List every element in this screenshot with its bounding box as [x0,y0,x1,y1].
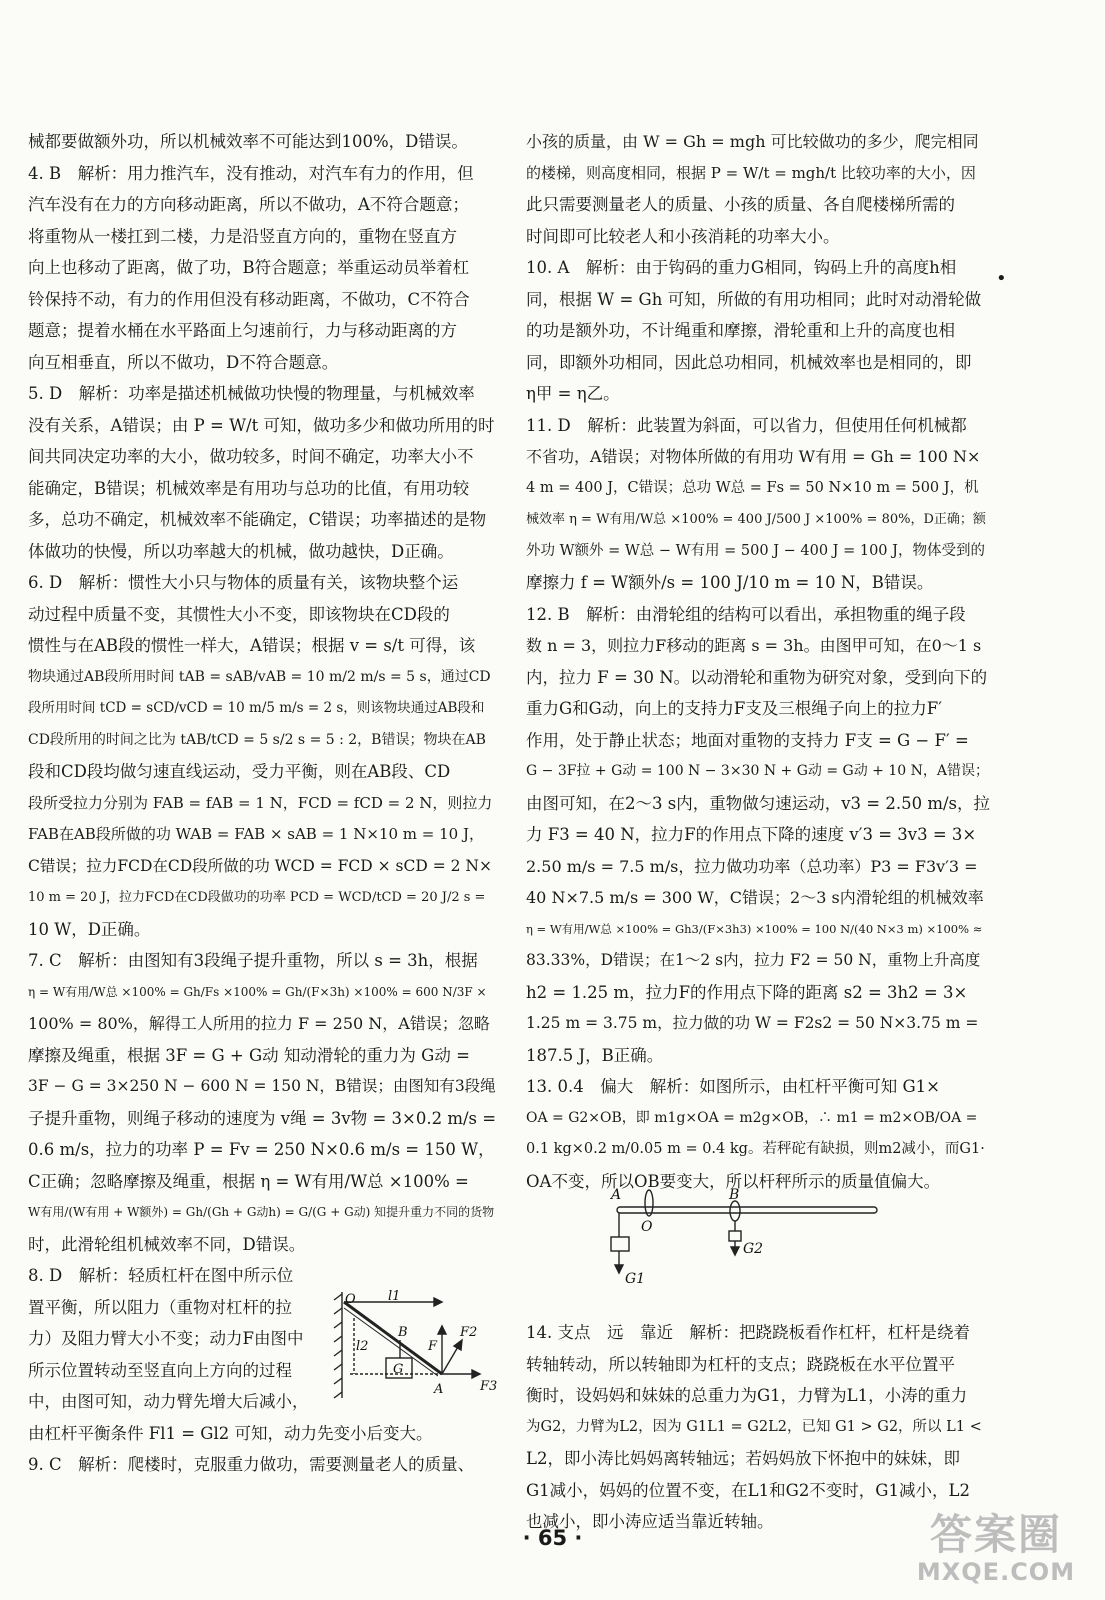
text-line: 段和CD段均做匀速直线运动，受力平衡，则在AB段、CD [28,762,451,781]
text-line: 此只需要测量老人的质量、小孩的质量、各自爬楼梯所需的 [526,195,955,214]
text-line: 外功 W额外 = W总 − W有用 = 500 J − 400 J = 100 J，物体受到的 [526,542,985,559]
text-line: 4 m = 400 J，C错误；总功 W总 = Fs = 50 N×10 m = 500 J，机 [526,479,979,496]
text-line: 所示位置转动至竖直向上方向的过程 [28,1360,292,1380]
text-line: 10. A 解析：由于钩码的重力G相同，钩码上升的高度h相 [526,258,957,277]
text-line: 摩擦力 f = W额外/s = 100 J/10 m = 10 N，B错误。 [526,573,934,592]
text-line: 动过程中质量不变，其惯性大小不变，即该物块在CD段的 [28,604,450,624]
left-column [28,126,496,1481]
text-line: 向互相垂直，所以不做功，D不符合题意。 [28,352,339,372]
text-line: 段所受拉力分别为 FAB = fAB = 1 N，FCD = fCD = 2 N，则拉力 [28,793,493,812]
steelyard-diagram [605,1183,895,1288]
margin-dot: • [996,268,1007,289]
text-line: 187.5 J，B正确。 [526,1045,664,1065]
text-line: η甲 = η乙。 [526,384,620,403]
text-line: 械效率 η = W有用/W总 ×100% = 400 J/500 J ×100% = 80%，D正确；额 [526,512,986,527]
text-line: 83.33%，D错误；在1～2 s内，拉力 F2 = 50 N，重物上升高度 [526,951,981,969]
text-line: 汽车没有在力的方向移动距离，所以不做功，A不符合题意； [28,195,469,214]
lever-label-f: F [428,1339,438,1354]
text-line: 置平衡，所以阻力（重物对杠杆的拉 [28,1297,292,1317]
text-line: η = W有用/W总 ×100% = Gh3/(F×3h3) ×100% = 100 N/(40 N×3 m) ×100% ≈ [526,921,983,936]
text-line: 的楼梯，则高度相同，根据 P = W/t = mgh/t 比较功率的大小，因 [526,163,976,182]
text-line: C错误；拉力FCD在CD段所做的功 WCD = FCD × sCD = 2 N× [28,856,492,875]
text-line: 小孩的质量，由 W = Gh = mgh 可比较做功的多少，爬完相同 [526,132,979,151]
text-line: 械都要做额外功，所以机械效率不可能达到100%，D错误。 [28,132,468,151]
text-line: 惯性与在AB段的惯性一样大，A错误；根据 v = s/t 可得，该 [28,636,476,655]
text-line: 间共同决定功率的大小，做功较多，时间不确定，功率大小不 [28,447,474,466]
text-line: 40 N×7.5 m/s = 300 W，C错误；2～3 s内滑轮组的机械效率 [526,888,984,907]
text-line: W有用/(W有用 + W额外) = Gh/(Gh + G动h) = G/(G + G动) 知提升重力不同的货物 [28,1205,495,1219]
text-line: 同，根据 W = Gh 可知，所做的有用功相同；此时对动滑轮做 [526,289,982,309]
text-line: 13. 0.4 偏大 解析：如图所示，由杠杆平衡可知 G1× [526,1077,940,1096]
text-line: 10 W，D正确。 [28,919,151,939]
text-line: 体做功的快慢，所以功率越大的机械，做功越快，D正确。 [28,541,454,561]
lever-label-l1: l1 [388,1290,401,1304]
text-line: FAB在AB段所做的功 WAB = FAB × sAB = 1 N×10 m = 10 J， [28,825,484,843]
text-line: 衡时，设妈妈和妹妹的总重力为G1，力臂为L1，小涛的重力 [526,1386,968,1405]
text-line: L2，即小涛比妈妈离转轴远；若妈妈放下怀抱中的妹妹，即 [526,1449,960,1468]
text-line: 9. C 解析：爬楼时，克服重力做功，需要测量老人的质量、 [28,1455,475,1474]
watermark-title: 答案圈 [929,1510,1062,1559]
text-line: 转轴转动，所以转轴即为杠杆的支点；跷跷板在水平位置平 [526,1354,955,1374]
text-line: 7. C 解析：由图知有3段绳子提升重物，所以 s = 3h，根据 [28,951,478,970]
text-line: 中，由图可知，动力臂先增大后减小， [28,1392,309,1411]
text-line: 力）及阻力臂大小不变；动力F由图中 [28,1329,304,1348]
text-line: 0.6 m/s，拉力的功率 P = Fv = 250 N×0.6 m/s = 150 W， [28,1140,495,1159]
text-line: CD段所用的时间之比为 tAB/tCD = 5 s/2 s = 5 : 2，B错误；物块在AB [28,731,486,748]
lever-label-f2: F2 [460,1325,478,1340]
text-line: 14. 支点 远 靠近 解析：把跷跷板看作杠杆，杠杆是绕着 [526,1323,970,1342]
text-line: η = W有用/W总 ×100% = Gh/Fs ×100% = Gh/(F×3h) ×100% = 600 N/3F × [28,984,487,999]
text-line: C正确；忽略摩擦及绳重，根据 η = W有用/W总 ×100% = [28,1171,469,1191]
lever-label-l2: l2 [356,1339,369,1354]
text-line: 同，即额外功相同，因此总功相同，机械效率也是相同的，即 [526,352,972,372]
lever-label-o: O [345,1292,356,1307]
text-line: 为G2，力臂为L2，因为 G1L1 = G2L2，已知 G1 > G2，所以 L1 < [526,1418,982,1435]
text-line: OA不变，所以OB要变大，所以杆秤所示的质量值偏大。 [526,1171,941,1191]
text-line: 10 m = 20 J，拉力FCD在CD段做功的功率 PCD = WCD/tCD = 20 J/2 s = [28,890,486,905]
text-line: 多，总功不确定，机械效率不能确定，C错误；功率描述的是物 [28,510,487,529]
text-line: 没有关系，A错误；由 P = W/t 可知，做功多少和做功所用的时 [28,415,495,435]
text-line: 力 F3 = 40 N，拉力F的作用点下降的速度 v′3 = 3v3 = 3× [526,825,977,844]
text-line: 段所用时间 tCD = sCD/vCD = 10 m/5 m/s = 2 s，则该物块通过AB段和 [28,700,485,716]
text-line: 由图可知，在2～3 s内，重物做匀速运动，v3 = 2.50 m/s，拉 [526,793,990,813]
text-line: 将重物从一楼扛到二楼，力是沿竖直方向的，重物在竖直方 [28,226,457,246]
text-line: 时，此滑轮组机械效率不同，D错误。 [28,1234,306,1254]
text-line: 的功是额外功，不计绳重和摩擦，滑轮重和上升的高度也相 [526,321,955,340]
text-line: 摩擦及绳重，根据 3F = G + G动 知动滑轮的重力为 G动 = [28,1045,470,1065]
text-line: 内，拉力 F = 30 N。以动滑轮和重物为研究对象，受到向下的 [526,667,988,687]
steelyard-label-a: A [611,1187,622,1203]
text-line: 题意；提着水桶在水平路面上匀速前行，力与移动距离的方 [28,321,457,340]
steelyard-label-g2: G2 [743,1241,764,1257]
steelyard-label-o: O [641,1219,653,1235]
lever-diagram [330,1290,500,1400]
text-line: 时间即可比较老人和小孩消耗的功率大小。 [526,226,840,246]
text-line: 不省功，A错误；对物体所做的有用功 W有用 = Gh = 100 N× [526,447,981,466]
text-line: 12. B 解析：由滑轮组的结构可以看出，承担物重的绳子段 [526,604,966,624]
text-line: 作用，处于静止状态；地面对重物的支持力 F支 = G − F′ = [526,730,969,750]
text-line: 100% = 80%，解得工人所用的拉力 F = 250 N，A错误；忽略 [28,1014,490,1033]
text-line: 由杠杆平衡条件 Fl1 = Gl2 可知，动力先变小后变大。 [28,1423,433,1443]
text-line: 3F − G = 3×250 N − 600 N = 150 N，B错误；由图知有3段绳 [28,1077,496,1095]
text-line: 铃保持不动，有力的作用但没有移动距离，不做功，C不符合 [28,289,470,309]
text-line: G1减小，妈妈的位置不变，在L1和G2不变时，G1减小，L2 [526,1480,970,1500]
page-number: · 65 · [522,1526,583,1550]
text-line: 重力G和G动，向上的支持力F支及三根绳子向上的拉力F′ [526,699,943,718]
watermark [911,1512,1081,1586]
text-line: 1.25 m = 3.75 m，拉力做的功 W = F2s2 = 50 N×3.75 m = [526,1014,979,1032]
right-column [526,126,990,1538]
text-line: 能确定，B错误；机械效率是有用功与总功的比值，有用功较 [28,478,470,498]
text-line: 0.1 kg×0.2 m/0.05 m = 0.4 kg。若秤砣有缺损，则m2减小，而G1· [526,1141,985,1157]
lever-label-a: A [434,1382,444,1397]
text-line: 向上也移动了距离，做了功，B符合题意；举重运动员举着杠 [28,258,470,277]
text-line: 6. D 解析：惯性大小只与物体的质量有关，该物块整个运 [28,573,459,592]
text-line: G − 3F拉 + G动 = 100 N − 3×30 N + G动 = G动 + 10 N，A错误； [526,763,989,779]
text-line: 也减小，即小涛应适当靠近转轴。 [526,1512,774,1531]
steelyard-label-g1: G1 [625,1271,646,1287]
text-line: 数 n = 3，则拉力F移动的距离 s = 3h。由图甲可知，在0～1 s [526,636,982,655]
lever-label-b: B [398,1325,408,1340]
lever-label-f3: F3 [480,1379,498,1394]
text-line: 子提升重物，则绳子移动的速度为 v绳 = 3v物 = 3×0.2 m/s = [28,1108,496,1128]
text-line: 物块通过AB段所用时间 tAB = sAB/vAB = 10 m/2 m/s = 5 s，通过CD [28,668,491,685]
text-line: h2 = 1.25 m，拉力F的作用点下降的距离 s2 = 3h2 = 3× [526,982,968,1002]
text-line: 2.50 m/s = 7.5 m/s，拉力做功功率（总功率）P3 = F3v′3 = [526,856,978,876]
watermark-url: MXQE.COM [916,1558,1076,1586]
text-line: 5. D 解析：功率是描述机械做功快慢的物理量，与机械效率 [28,384,475,403]
lever-label-g: G [393,1362,404,1377]
text-line: 11. D 解析：此装置为斜面，可以省力，但使用任何机械都 [526,415,967,435]
text-line: 8. D 解析：轻质杠杆在图中所示位 [28,1266,294,1285]
text-line: 4. B 解析：用力推汽车，没有推动，对汽车有力的作用，但 [28,163,474,183]
steelyard-label-b: B [729,1187,740,1203]
text-line: OA = G2×OB，即 m1g×OA = m2g×OB，∴ m1 = m2×OB/OA = [526,1109,978,1126]
